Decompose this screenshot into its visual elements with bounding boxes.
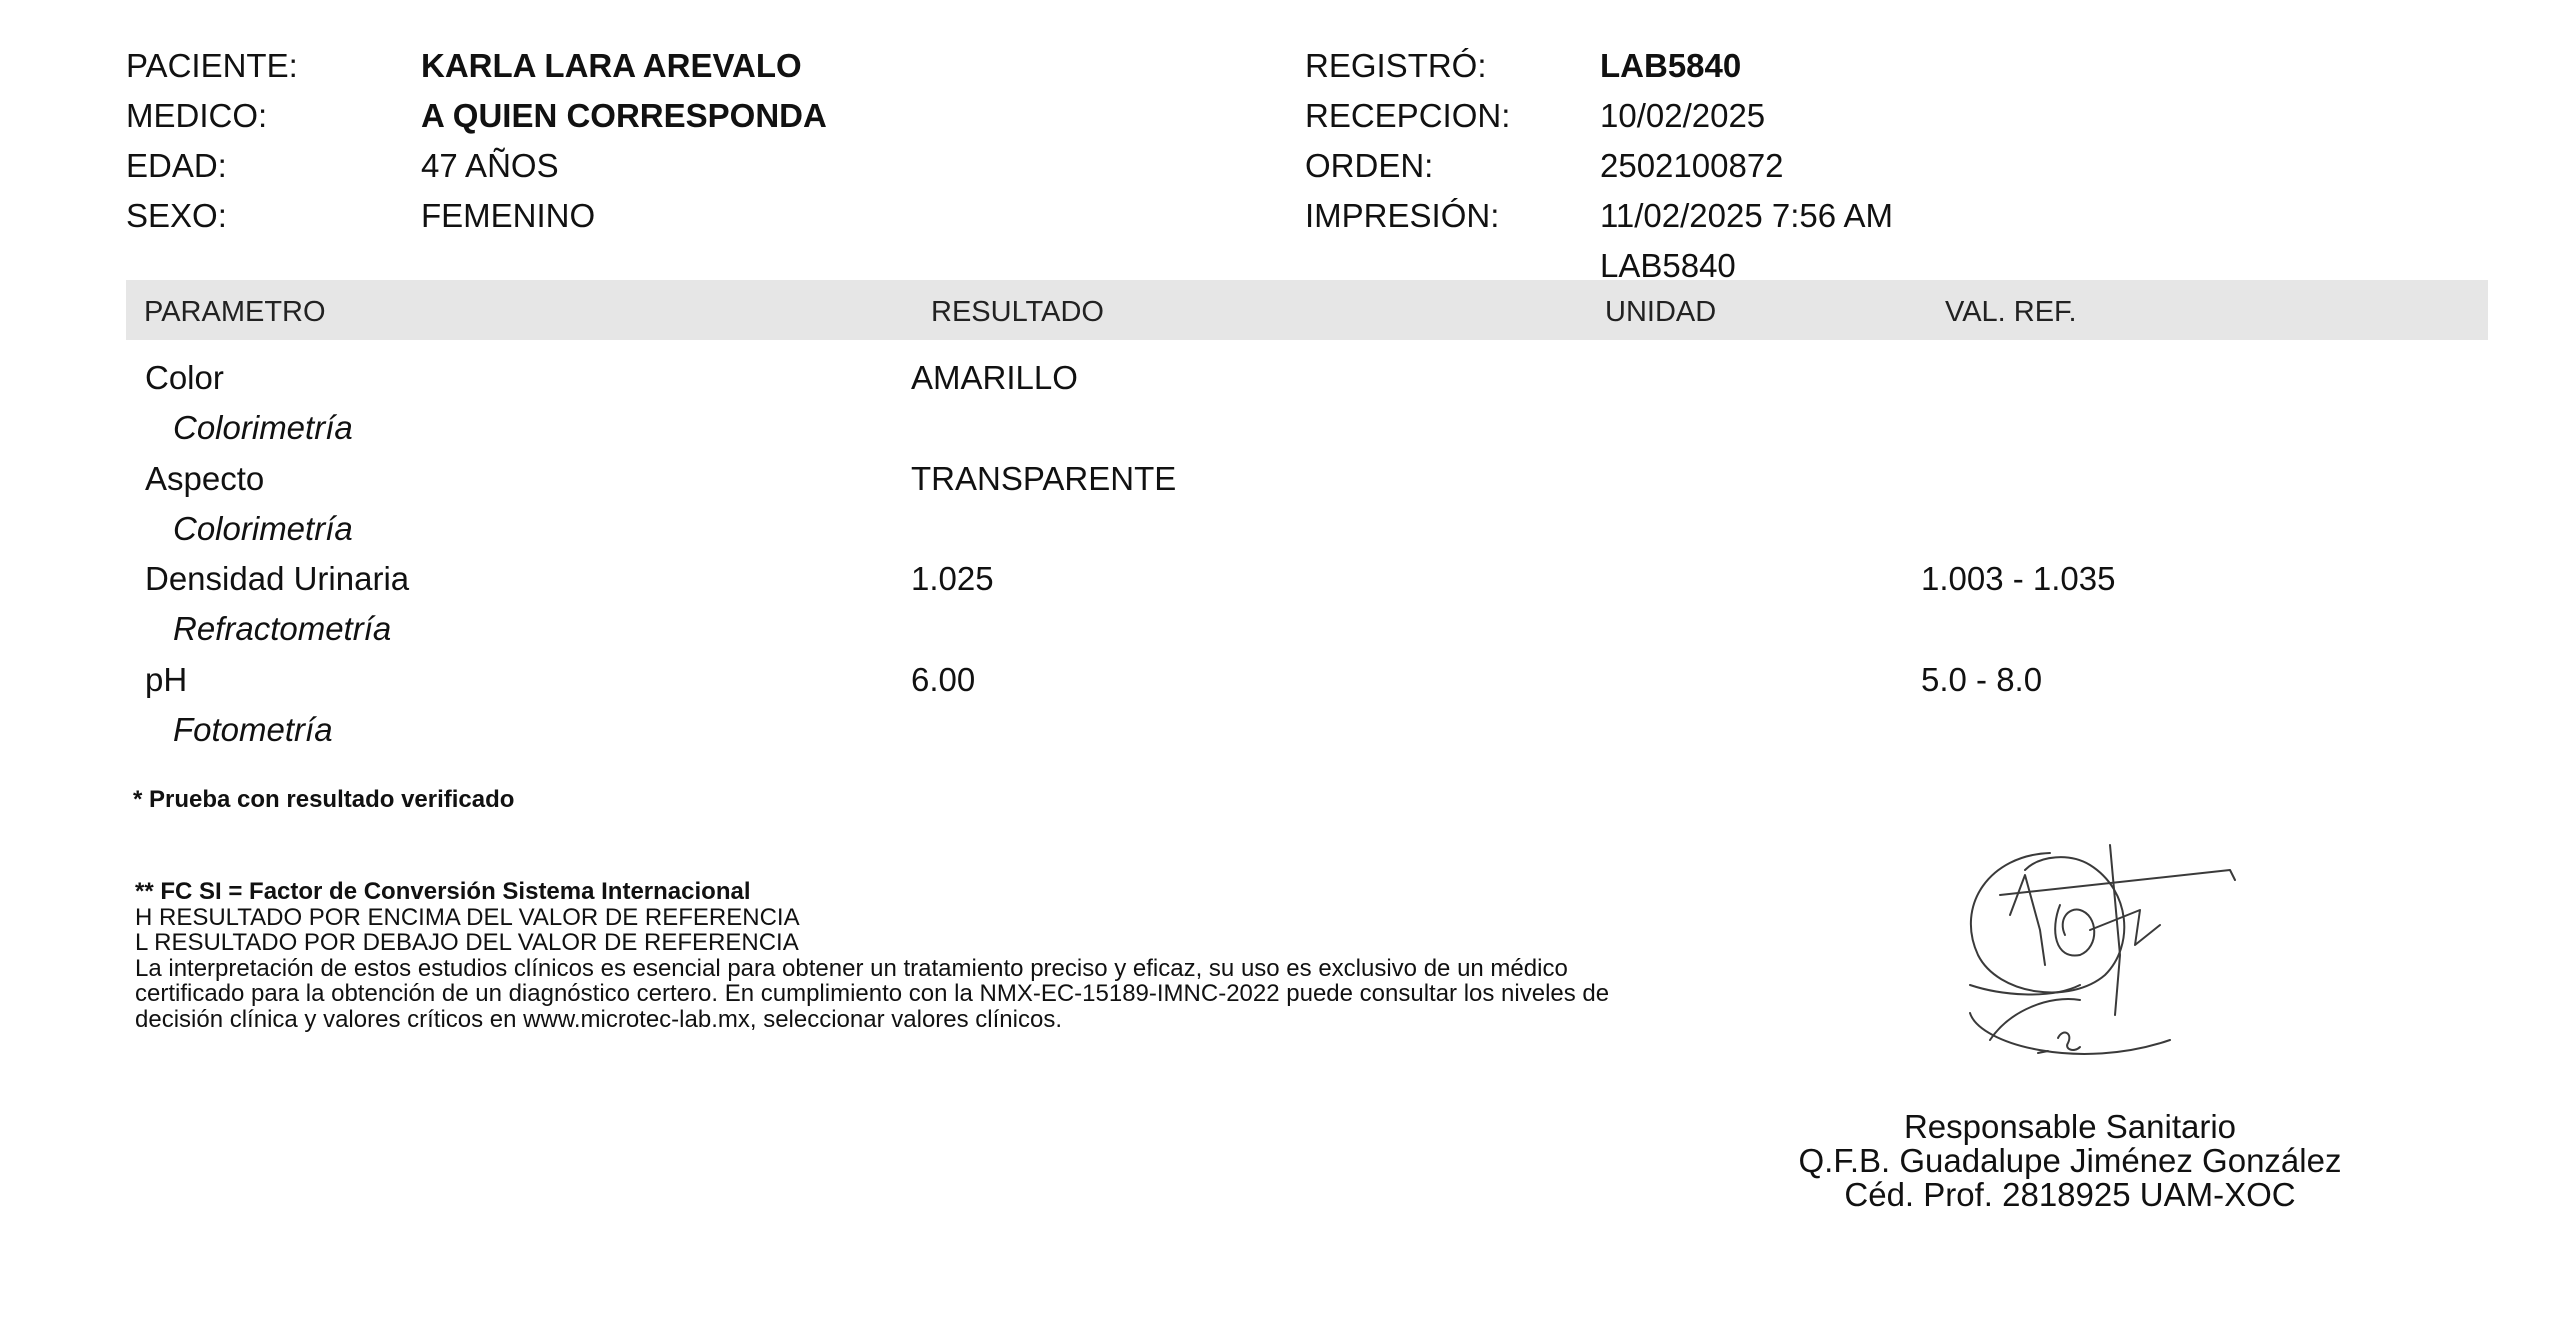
patient-label: PACIENTE: [126, 47, 298, 84]
age-value: 47 AÑOS [421, 147, 559, 184]
parameter-name: pH [145, 661, 188, 698]
column-header-result: RESULTADO [931, 296, 1104, 328]
patient-value: KARLA LARA AREVALO [421, 47, 802, 84]
parameter-name: Densidad Urinaria [145, 560, 410, 597]
footnote-line: L RESULTADO POR DEBAJO DEL VALOR DE REFERENCIA [135, 929, 799, 956]
method-name: Colorimetría [173, 409, 353, 446]
registered-label: REGISTRÓ: [1305, 47, 1487, 84]
result-value: 6.00 [911, 661, 976, 698]
result-value: 1.025 [911, 560, 994, 597]
doctor-value: A QUIEN CORRESPONDA [421, 97, 827, 134]
reception-label: RECEPCION: [1305, 97, 1511, 134]
print-value: 11/02/2025 7:56 AM [1600, 197, 1893, 234]
footnote-line: La interpretación de estos estudios clínicos es esencial para obtener un tratamiento preciso y eficaz, su uso es exclusivo de un médico [135, 954, 1568, 982]
doctor-label: MEDICO: [126, 97, 268, 134]
results-table-header [126, 280, 2488, 340]
result-value: TRANSPARENTE [911, 460, 1177, 497]
footnotes [135, 879, 1609, 1032]
signature-image [1930, 835, 2260, 1085]
reference-value: 1.003 - 1.035 [1921, 560, 2116, 597]
column-header-reference: VAL. REF. [1945, 296, 2077, 328]
registered-value: LAB5840 [1600, 47, 1742, 84]
order-value: 2502100872 [1600, 147, 1784, 184]
parameter-name: Color [145, 359, 224, 396]
column-header-parameter: PARAMETRO [144, 296, 326, 328]
print-label: IMPRESIÓN: [1305, 197, 1500, 234]
parameter-name: Aspecto [145, 460, 265, 497]
signer-name: Q.F.B. Guadalupe Jiménez González [1798, 1142, 2342, 1179]
age-label: EDAD: [126, 147, 227, 184]
result-value: AMARILLO [911, 359, 1078, 396]
method-name: Fotometría [173, 711, 333, 748]
footnote-line: certificado para la obtención de un diagnóstico certero. En cumplimiento con la NMX-EC-15189-IMNC-2022 puede consultar los niveles de [135, 980, 1610, 1007]
reception-value: 10/02/2025 [1600, 97, 1766, 134]
footnote-line: decisión clínica y valores críticos en www.microtec-lab.mx, seleccionar valores clínicos. [135, 1005, 1062, 1033]
footnote-line: H RESULTADO POR ENCIMA DEL VALOR DE REFERENCIA [135, 903, 800, 931]
method-name: Colorimetría [173, 510, 353, 547]
reference-value: 5.0 - 8.0 [1921, 661, 2043, 698]
method-name: Refractometría [173, 610, 392, 647]
footnote-title: ** FC SI = Factor de Conversión Sistema Internacional [135, 878, 751, 905]
column-header-unit: UNIDAD [1605, 296, 1717, 328]
print-user-code: LAB5840 [1600, 247, 1736, 284]
sex-value: FEMENINO [421, 197, 596, 234]
signer-role: Responsable Sanitario [1903, 1108, 2237, 1145]
sex-label: SEXO: [126, 197, 227, 234]
order-label: ORDEN: [1305, 147, 1434, 184]
signature-block [1790, 1110, 2350, 1212]
verified-note: * Prueba con resultado verificado [133, 786, 515, 813]
signer-license: Céd. Prof. 2818925 UAM-XOC [1844, 1176, 2296, 1213]
